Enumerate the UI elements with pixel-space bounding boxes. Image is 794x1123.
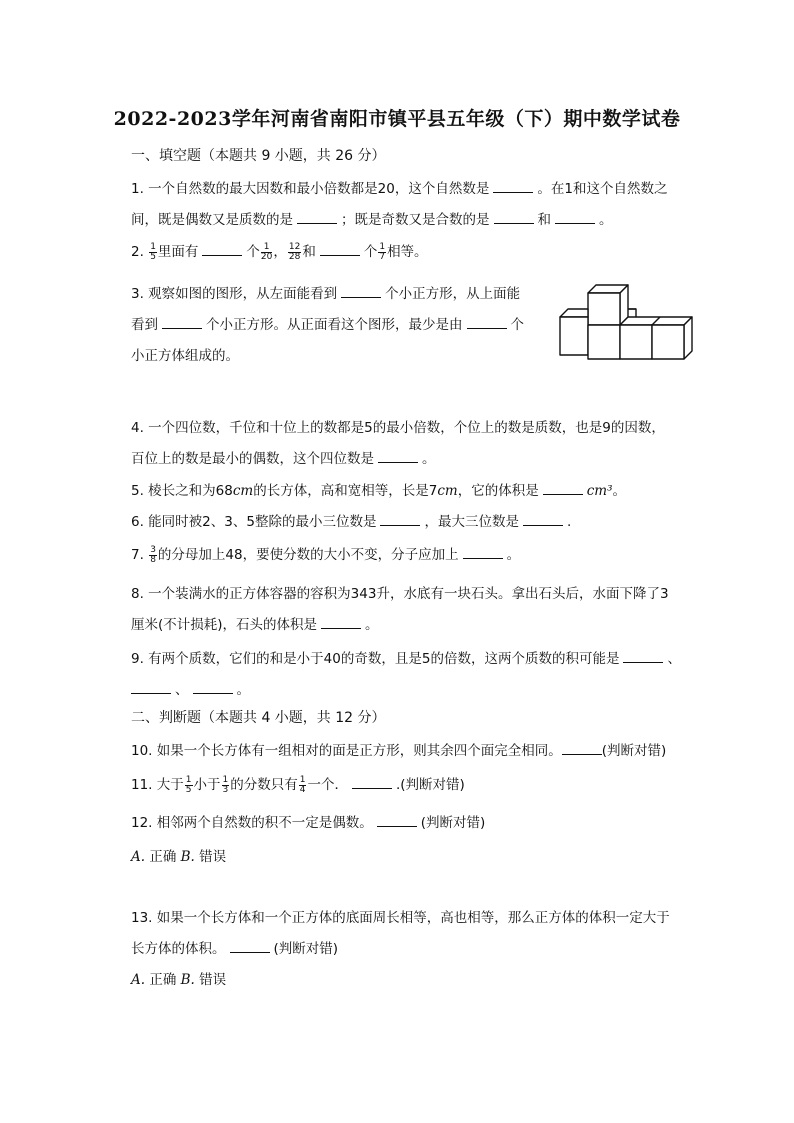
fraction bbox=[378, 243, 386, 262]
unit-cm: cm bbox=[437, 483, 458, 499]
q1-text-a: 1. 一个自然数的最大因数和最小倍数都是20，这个自然数是 bbox=[131, 181, 490, 197]
q3-text-c: 看到 bbox=[131, 317, 158, 333]
q6-text-a: 6. 能同时被2、3、5整除的最小三位数是 bbox=[131, 514, 377, 530]
unit-cm3: cm³ bbox=[586, 483, 613, 499]
denominator: 4 bbox=[299, 784, 306, 795]
question-9-line-2 bbox=[131, 678, 250, 698]
numerator: 3 bbox=[150, 544, 156, 555]
cube-front-face bbox=[588, 325, 620, 359]
question-12 bbox=[131, 811, 485, 831]
answer-blank bbox=[494, 213, 534, 224]
denominator: 5 bbox=[185, 784, 192, 795]
answer-blank bbox=[352, 778, 392, 789]
denominator: 5 bbox=[150, 251, 156, 262]
option-b-label: B. bbox=[180, 849, 195, 865]
fraction bbox=[185, 776, 193, 795]
answer-blank bbox=[320, 245, 360, 256]
question-7 bbox=[131, 543, 520, 565]
q11-text-a: 11. 大于 bbox=[131, 777, 184, 793]
q9-text-c: 、 bbox=[175, 682, 189, 698]
answer-blank bbox=[555, 213, 595, 224]
q6-text-c: . bbox=[566, 514, 572, 530]
q1-text-d: ；既是奇数又是合数的是 bbox=[341, 212, 490, 228]
q3-text-e: 个 bbox=[510, 317, 524, 333]
option-a-text: 正确 bbox=[145, 849, 181, 865]
fraction bbox=[149, 243, 157, 262]
question-3-line-2 bbox=[131, 313, 524, 333]
q2-number: 2. bbox=[131, 244, 144, 260]
q3-text-d: 个小正方形。从正面看这个图形，最少是由 bbox=[206, 317, 463, 333]
question-9-line-1 bbox=[131, 647, 681, 667]
q6-text-b: ，最大三位数是 bbox=[424, 514, 519, 530]
numerator: 1 bbox=[379, 241, 386, 252]
question-6 bbox=[131, 510, 571, 530]
q2-text-d: 和 bbox=[302, 244, 316, 260]
q11-text-d: 一个． bbox=[307, 777, 348, 793]
q2-text-a: 里面有 bbox=[157, 244, 199, 260]
q5-text-b: 的长方体，高和宽相等，长是7 bbox=[253, 483, 438, 499]
q8-text-c: 。 bbox=[365, 617, 379, 633]
q1-text-c: 间，既是偶数又是质数的是 bbox=[131, 212, 293, 228]
answer-blank bbox=[543, 484, 583, 495]
cube-figure bbox=[558, 283, 694, 361]
q3-text-b: 个小正方形，从上面能 bbox=[385, 286, 521, 302]
option-a-label: A. bbox=[131, 972, 146, 988]
q2-text-b: 个 bbox=[246, 244, 260, 260]
numerator: 1 bbox=[185, 774, 192, 785]
fraction bbox=[261, 243, 272, 262]
answer-blank bbox=[131, 683, 171, 694]
q2-text-c: ， bbox=[273, 244, 287, 260]
q7-text-b: 。 bbox=[506, 547, 521, 563]
question-5 bbox=[131, 479, 626, 499]
question-8-line-2 bbox=[131, 613, 379, 633]
option-b-label: B. bbox=[180, 972, 195, 988]
denominator: 8 bbox=[150, 554, 156, 565]
q10-text-b: (判断对错) bbox=[601, 743, 667, 759]
answer-blank bbox=[202, 245, 242, 256]
cube-front-face bbox=[560, 317, 588, 355]
answer-blank bbox=[463, 548, 503, 559]
answer-blank bbox=[162, 318, 202, 329]
q9-text-b: 、 bbox=[667, 651, 681, 667]
q4-text-b: 百位上的数是最小的偶数，这个四位数是 bbox=[131, 451, 374, 467]
unit-cm: cm bbox=[232, 483, 254, 499]
q3-text-a: 3. 观察如图的图形，从左面能看到 bbox=[131, 286, 338, 302]
denominator: 7 bbox=[379, 251, 386, 262]
answer-blank bbox=[467, 318, 507, 329]
q1-text-b: 。在1和这个自然数之 bbox=[537, 181, 668, 197]
q11-text-c: 的分数只有 bbox=[230, 777, 298, 793]
cube-edge bbox=[628, 309, 636, 317]
question-13-line-1: 13. 如果一个长方体和一个正方体的底面周长相等，高也相等，那么正方体的体积一定大于 bbox=[131, 910, 670, 926]
q12-text-b: (判断对错) bbox=[420, 815, 486, 831]
fraction bbox=[149, 546, 157, 565]
question-11 bbox=[131, 773, 465, 795]
cube-front-face bbox=[652, 325, 684, 359]
section-true-false: 二、判断题（本题共 4 小题，共 12 分） bbox=[131, 710, 386, 726]
question-4-line-2 bbox=[131, 447, 436, 467]
q2-text-e: 个 bbox=[363, 244, 378, 260]
fraction bbox=[222, 776, 230, 795]
option-a-label: A. bbox=[131, 849, 146, 865]
answer-blank bbox=[377, 816, 417, 827]
question-13-options bbox=[131, 968, 226, 988]
q11-text-b: 小于 bbox=[193, 777, 221, 793]
question-3-line-1 bbox=[131, 282, 520, 302]
answer-blank bbox=[230, 942, 270, 953]
fraction bbox=[299, 776, 307, 795]
q9-text-a: 9. 有两个质数，它们的和是小于40的奇数，且是5的倍数，这两个质数的积可能是 bbox=[131, 651, 620, 667]
question-4-line-1: 4. 一个四位数，千位和十位上的数都是5的最小倍数，个位上的数是质数，也是9的因数， bbox=[131, 420, 665, 436]
option-a-text: 正确 bbox=[145, 972, 181, 988]
numerator: 1 bbox=[150, 241, 156, 252]
option-b-text: 错误 bbox=[194, 972, 227, 988]
denominator: 28 bbox=[288, 251, 301, 262]
q1-text-f: 。 bbox=[599, 212, 613, 228]
answer-blank bbox=[297, 213, 337, 224]
cube-front-face bbox=[620, 325, 652, 359]
answer-blank bbox=[321, 618, 361, 629]
q5-text-a: 5. 棱长之和为68 bbox=[131, 483, 233, 499]
question-2 bbox=[131, 240, 428, 262]
question-1-line-2 bbox=[131, 208, 613, 228]
q12-text-a: 12. 相邻两个自然数的积不一定是偶数。 bbox=[131, 815, 373, 831]
q10-text-a: 10. 如果一个长方体有一组相对的面是正方形，则其余四个面完全相同。 bbox=[131, 743, 562, 759]
answer-blank bbox=[380, 515, 420, 526]
question-8-line-1: 8. 一个装满水的正方体容器的容积为343升，水底有一块石头。拿出石头后，水面下降了3 bbox=[131, 586, 669, 602]
q13-text-c: (判断对错) bbox=[273, 941, 339, 957]
cube-front-face bbox=[588, 293, 620, 325]
answer-blank bbox=[562, 744, 602, 755]
cube-side-face bbox=[684, 317, 692, 359]
q2-text-f: 相等。 bbox=[387, 244, 428, 260]
question-1-line-1 bbox=[131, 177, 667, 197]
q8-text-b: 厘米(不计损耗)，石头的体积是 bbox=[131, 617, 318, 633]
q11-text-e: .(判断对错) bbox=[395, 777, 465, 793]
fraction bbox=[288, 243, 301, 262]
question-13-line-2 bbox=[131, 937, 338, 957]
denominator: 20 bbox=[260, 251, 273, 262]
q4-text-c: 。 bbox=[422, 451, 436, 467]
q5-text-d: 。 bbox=[612, 483, 626, 499]
numerator: 1 bbox=[299, 774, 306, 785]
q9-text-d: 。 bbox=[236, 682, 250, 698]
answer-blank bbox=[623, 652, 663, 663]
q7-number: 7. bbox=[131, 547, 144, 563]
q5-text-c: ，它的体积是 bbox=[457, 483, 539, 499]
q1-text-e: 和 bbox=[537, 212, 551, 228]
q13-text-b: 长方体的体积。 bbox=[131, 941, 226, 957]
question-3-line-3: 小正方体组成的。 bbox=[131, 348, 239, 364]
question-12-options bbox=[131, 845, 226, 865]
answer-blank bbox=[341, 287, 381, 298]
question-10 bbox=[131, 739, 666, 759]
section-fill-blank: 一、填空题（本题共 9 小题，共 26 分） bbox=[131, 148, 386, 164]
cube-top-face bbox=[560, 309, 588, 317]
numerator: 12 bbox=[288, 241, 301, 252]
page-title: 2022-2023学年河南省南阳市镇平县五年级（下）期中数学试卷 bbox=[113, 108, 681, 130]
answer-blank bbox=[378, 452, 418, 463]
answer-blank bbox=[493, 182, 533, 193]
answer-blank bbox=[523, 515, 563, 526]
q7-text-a: 的分母加上48，要使分数的大小不变，分子应加上 bbox=[157, 547, 459, 563]
answer-blank bbox=[193, 683, 233, 694]
option-b-text: 错误 bbox=[194, 849, 227, 865]
numerator: 1 bbox=[222, 774, 229, 785]
denominator: 3 bbox=[222, 784, 229, 795]
numerator: 1 bbox=[261, 243, 272, 253]
